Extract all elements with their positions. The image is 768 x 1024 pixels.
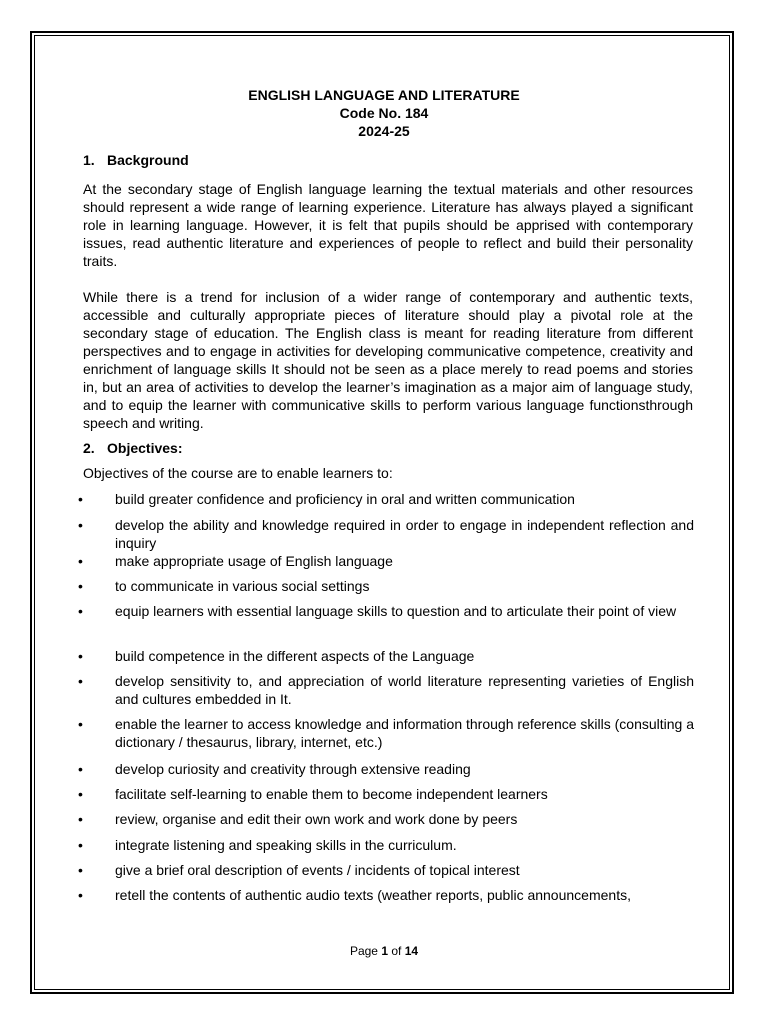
list-item-text: facilitate self-learning to enable them to become independent learners — [115, 786, 548, 802]
list-item-text: build greater confidence and proficiency in oral and written communication — [115, 491, 575, 507]
page-label: Page — [349, 944, 378, 958]
list-item-text: build competence in the different aspects of the Language — [115, 648, 475, 664]
page-current: 1 — [381, 944, 388, 958]
bullet-glyph: • — [78, 811, 83, 827]
section-number: 2. — [83, 440, 95, 456]
bullet-glyph: • — [78, 578, 83, 594]
page-number — [0, 943, 768, 959]
bullet-glyph: • — [78, 716, 83, 732]
list-item-text: retell the contents of authentic audio texts (weather reports, public announcements, — [115, 887, 631, 903]
bullet-glyph: • — [78, 491, 83, 507]
bullet-glyph: • — [78, 603, 83, 619]
list-item-text: to communicate in various social settings — [115, 578, 370, 594]
objectives-intro: Objectives of the course are to enable learners to: — [83, 465, 393, 481]
section-number: 1. — [83, 152, 95, 168]
document-title: ENGLISH LANGUAGE AND LITERATURE — [248, 87, 520, 103]
background-paragraph-1: At the secondary stage of English language learning the textual materials and other resources should represent a wide range of learning experience. Literature has always played a significant role in learning language. However, it is felt that pupils should be apprised with contemporary issues, read authentic literature and experiences of people to reflect and build their personality traits. — [83, 181, 693, 269]
list-item-text: review, organise and edit their own work and work done by peers — [115, 811, 518, 827]
bullet-glyph: • — [78, 673, 83, 689]
list-item-text: develop curiosity and creativity through extensive reading — [115, 761, 471, 777]
list-item-text: give a brief oral description of events / incidents of topical interest — [115, 862, 520, 878]
page-separator: of — [391, 944, 402, 958]
document-year: 2024-25 — [358, 123, 410, 139]
bullet-glyph: • — [78, 517, 83, 533]
bullet-glyph: • — [78, 837, 83, 853]
section-title: Objectives: — [107, 440, 183, 456]
background-paragraph-2: While there is a trend for inclusion of a wider range of contemporary and authentic texts, accessible and culturally appropriate pieces of literature should play a pivotal role at the secondary stage of education. The English class is meant for reading literature from different perspectives and to engage in activities for developing communicative competence, creativity and enrichment of language skills It should not be seen as a place merely to read poems and stories in, but an area of activities to develop the learner’s imagination as a major aim of language study, and to equip the learner with communicative skills to perform various language functionsthrough speech and writing. — [83, 289, 693, 431]
list-item-text: enable the learner to access knowledge and information through reference skills (consulting a dictionary / thesaurus, library, internet, etc.) — [115, 716, 695, 750]
list-item-text: develop the ability and knowledge required in order to engage in independent reflection and inquiry — [115, 517, 694, 551]
section-title: Background — [107, 152, 189, 168]
bullet-glyph: • — [78, 786, 83, 802]
bullet-glyph: • — [78, 862, 83, 878]
list-item-text: integrate listening and speaking skills in the curriculum. — [115, 837, 457, 853]
bullet-glyph: • — [78, 648, 83, 664]
page-total: 14 — [404, 944, 419, 958]
bullet-glyph: • — [78, 761, 83, 777]
bullet-glyph: • — [78, 887, 83, 903]
list-item-text: make appropriate usage of English language — [115, 553, 393, 569]
section-heading-objectives — [83, 439, 182, 457]
document-code: Code No. 184 — [339, 105, 429, 121]
section-heading-background — [83, 151, 189, 169]
list-item-text: develop sensitivity to, and appreciation of world literature representing varieties of English and cultures embedded in It. — [115, 673, 694, 707]
bullet-glyph: • — [78, 553, 83, 569]
list-item-text: equip learners with essential language skills to question and to articulate their point of view — [115, 603, 677, 619]
